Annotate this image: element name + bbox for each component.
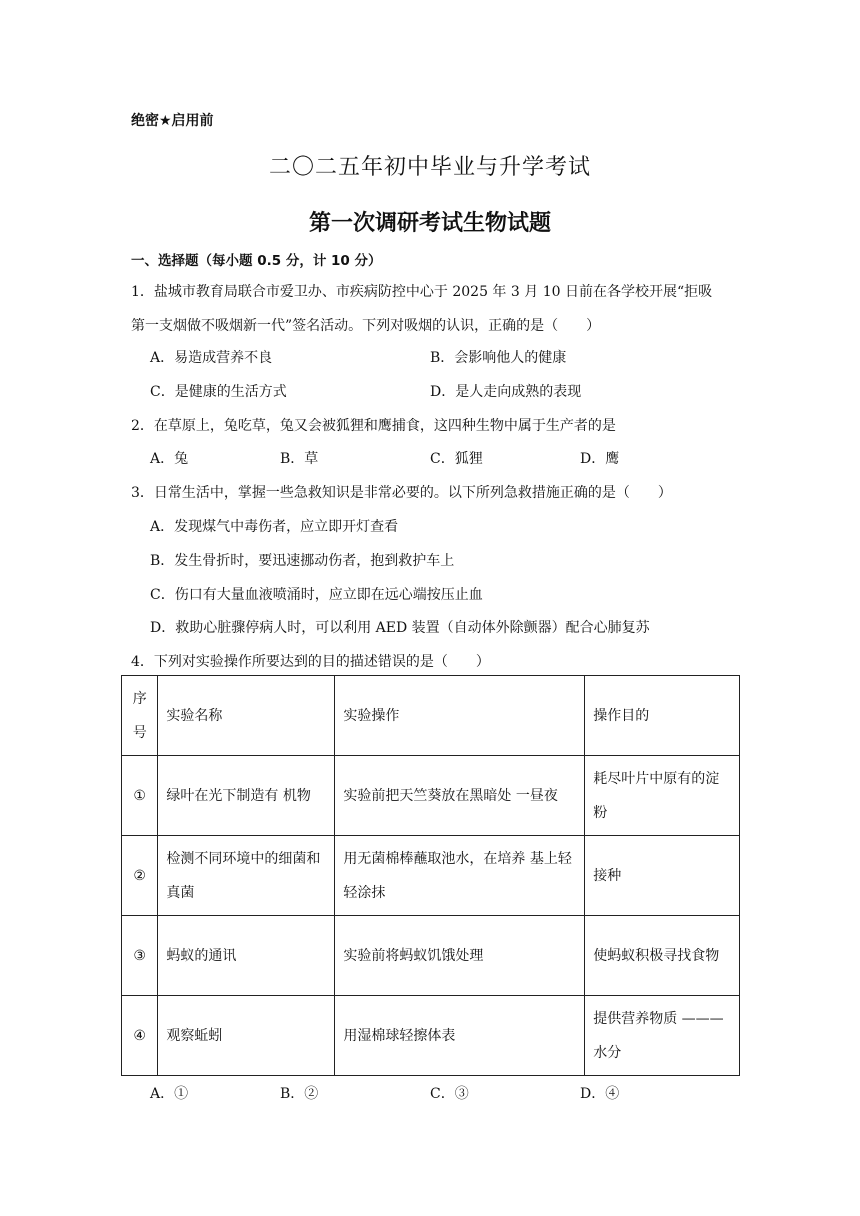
experiment-name: 检测不同环境中的细菌和真菌 <box>158 836 335 916</box>
confidential-mark: 绝密★启用前 <box>131 113 214 129</box>
exam-subtitle: 第一次调研考试生物试题 <box>308 211 551 236</box>
q4-option-b: B．② <box>280 1086 319 1102</box>
q2-option-a: A．兔 <box>150 451 189 467</box>
q3-option-c: C．伤口有大量血液喷涌时，应立即在远心端按压止血 <box>150 587 483 603</box>
q4-option-a: A．① <box>150 1086 189 1102</box>
q1-option-b: B．会影响他人的健康 <box>430 350 567 366</box>
q4-stem: 4．下列对实验操作所要达到的目的描述错误的是（ ） <box>131 654 490 670</box>
table-row <box>122 836 740 916</box>
q2-stem: 2．在草原上，兔吃草，兔又会被狐狸和鹰捕食，这四种生物中属于生产者的是 <box>131 418 616 434</box>
q3-option-b: B．发生骨折时，要迅速挪动伤者，抱到救护车上 <box>150 553 455 569</box>
q2-option-b: B．草 <box>280 451 319 467</box>
operation-purpose: 接种 <box>585 836 740 916</box>
q1-option-a: A．易造成营养不良 <box>150 350 273 366</box>
q1-option-d: D．是人走向成熟的表现 <box>430 384 582 400</box>
experiment-operation: 实验前把天竺葵放在黑暗处 一昼夜 <box>335 756 585 836</box>
header-cell: 序号 <box>122 676 158 756</box>
table-row <box>122 996 740 1076</box>
experiment-operation: 实验前将蚂蚁饥饿处理 <box>335 916 585 996</box>
experiment-operation: 用无菌棉棒蘸取池水，在培养 基上轻轻涂抹 <box>335 836 585 916</box>
q2-option-d: D．鹰 <box>580 451 620 467</box>
experiment-name: 绿叶在光下制造有 机物 <box>158 756 335 836</box>
experiment-operation: 用湿棉球轻擦体表 <box>335 996 585 1076</box>
q3-stem: 3．日常生活中，掌握一些急救知识是非常必要的。以下所列急救措施正确的是（ ） <box>131 485 672 501</box>
experiment-name: 观察蚯蚓 <box>158 996 335 1076</box>
table-row <box>122 916 740 996</box>
operation-purpose: 耗尽叶片中原有的淀粉 <box>585 756 740 836</box>
q1-option-c: C．是健康的生活方式 <box>150 384 287 400</box>
q2-option-c: C．狐狸 <box>430 451 483 467</box>
row-number: ③ <box>122 916 158 996</box>
table-row <box>122 756 740 836</box>
section-heading: 一、选择题（每小题 0.5 分，计 10 分） <box>131 253 382 269</box>
row-number: ② <box>122 836 158 916</box>
q1-stem-line2: 第一支烟做不吸烟新一代”签名活动。下列对吸烟的认识，正确的是（ ） <box>131 318 601 334</box>
table-header-row <box>122 676 740 756</box>
experiment-name: 蚂蚁的通讯 <box>158 916 335 996</box>
q4-option-d: D．④ <box>580 1086 620 1102</box>
exam-title: 二〇二五年初中毕业与升学考试 <box>268 155 591 180</box>
operation-purpose: 提供营养物质 ———水分 <box>585 996 740 1076</box>
header-cell: 操作目的 <box>585 676 740 756</box>
row-number: ④ <box>122 996 158 1076</box>
row-number: ① <box>122 756 158 836</box>
q1-stem-line1: 1．盐城市教育局联合市爱卫办、市疾病防控中心于 2025 年 3 月 10 日前在各学校开展“拒吸 <box>131 284 713 300</box>
header-cell: 实验操作 <box>335 676 585 756</box>
q3-option-d: D．救助心脏骤停病人时，可以利用 AED 装置（自动体外除颤器）配合心肺复苏 <box>150 620 650 636</box>
q4-option-c: C．③ <box>430 1086 469 1102</box>
experiment-table <box>121 675 740 1076</box>
header-cell: 实验名称 <box>158 676 335 756</box>
q3-option-a: A．发现煤气中毒伤者，应立即开灯查看 <box>150 519 399 535</box>
operation-purpose: 使蚂蚁积极寻找食物 <box>585 916 740 996</box>
